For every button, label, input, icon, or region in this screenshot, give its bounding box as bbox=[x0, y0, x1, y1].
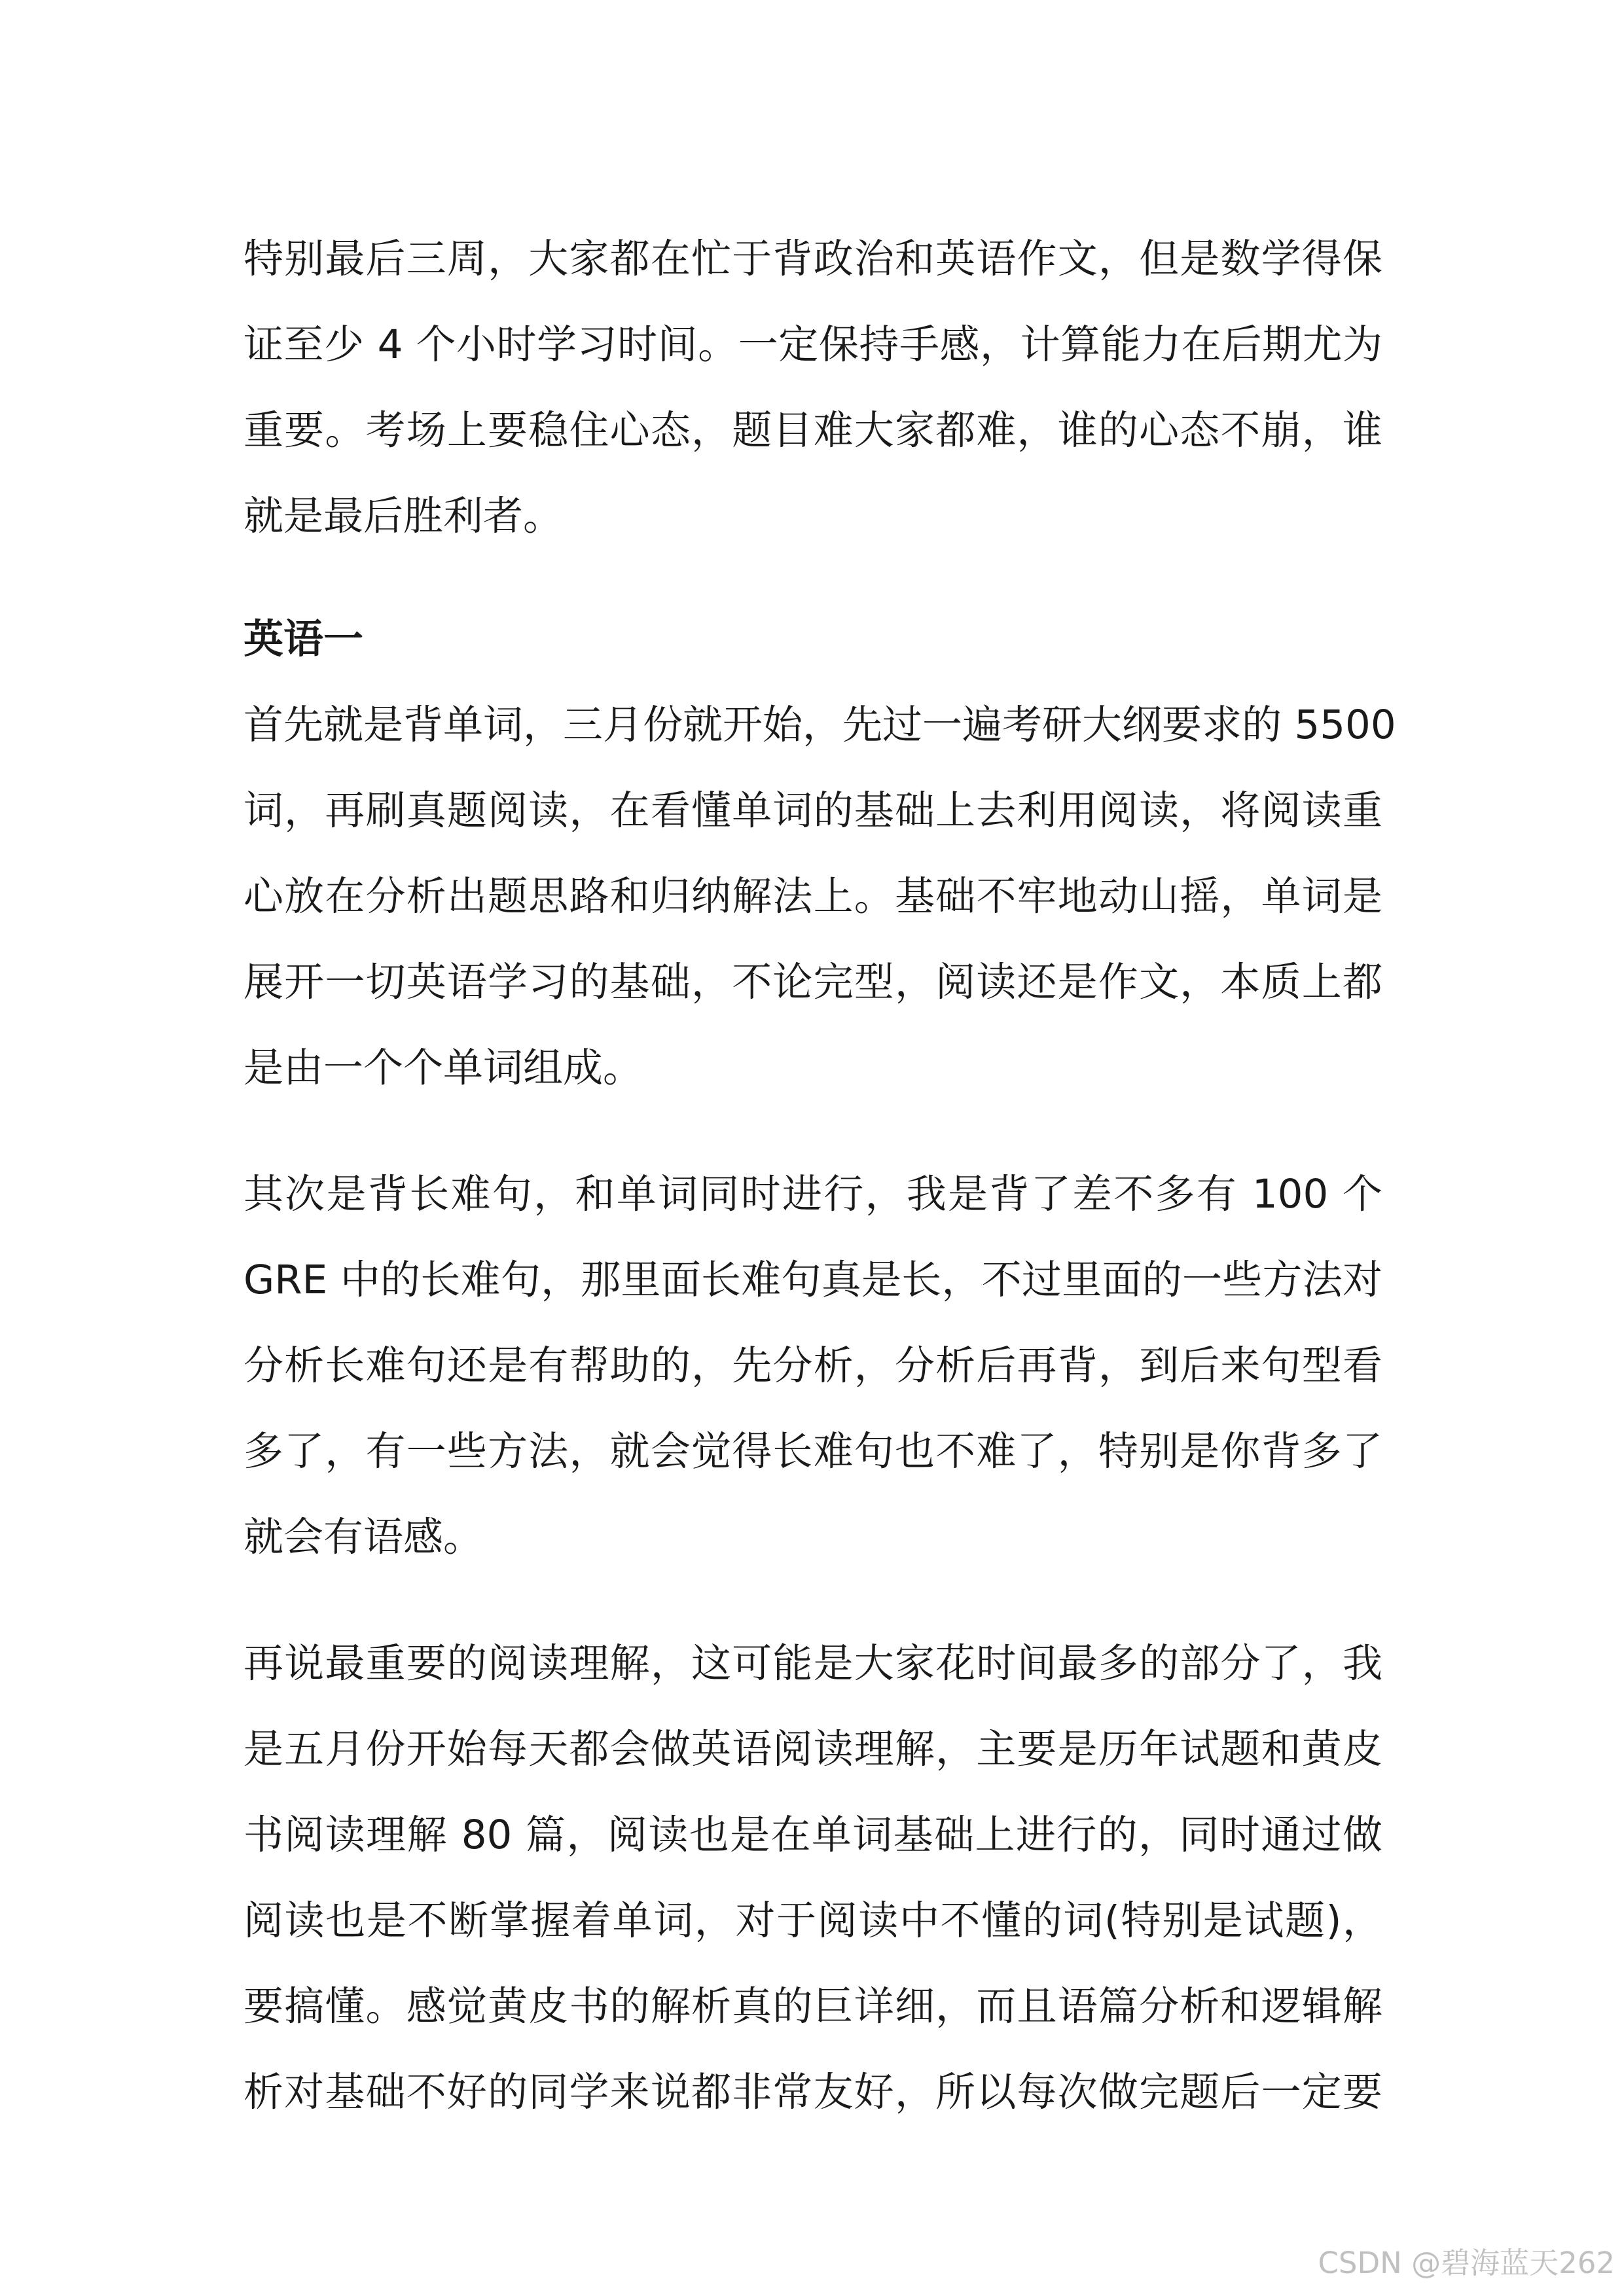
text-line: 再说最重要的阅读理解，这可能是大家花时间最多的部分了，我 bbox=[244, 1640, 1382, 1687]
text-line: GRE 中的长难句，那里面长难句真是长，不过里面的一些方法对 bbox=[244, 1257, 1382, 1303]
text-line: 就是最后胜利者。 bbox=[244, 493, 564, 539]
text-line: 就会有语感。 bbox=[244, 1514, 484, 1560]
paragraph-math-tips bbox=[244, 216, 1382, 559]
text-line: 展开一切英语学习的基础，不论完型，阅读还是作文，本质上都 bbox=[244, 959, 1382, 1005]
text-line: 是由一个个单词组成。 bbox=[244, 1045, 643, 1091]
text-line: 阅读也是不断掌握着单词，对于阅读中不懂的词(特别是试题)， bbox=[244, 1897, 1382, 1944]
section-heading-english: 英语一 bbox=[244, 616, 364, 662]
text-line: 证至少 4 个小时学习时间。一定保持手感，计算能力在后期尤为 bbox=[244, 321, 1382, 368]
text-line: 其次是背长难句，和单词同时进行，我是背了差不多有 100 个 bbox=[244, 1171, 1382, 1217]
paragraph-reading-comprehension bbox=[244, 1621, 1382, 2135]
text-line: 析对基础不好的同学来说都非常友好，所以每次做完题后一定要 bbox=[244, 2069, 1382, 2115]
paragraph-long-sentences bbox=[244, 1151, 1382, 1580]
text-line: 特别最后三周，大家都在忙于背政治和英语作文，但是数学得保 bbox=[244, 236, 1382, 282]
paragraph-vocabulary bbox=[244, 682, 1396, 1111]
text-line: 要搞懂。感觉黄皮书的解析真的巨详细，而且语篇分析和逻辑解 bbox=[244, 1983, 1382, 2030]
text-line: 分析长难句还是有帮助的，先分析，分析后再背，到后来句型看 bbox=[244, 1342, 1382, 1389]
csdn-watermark: CSDN @碧海蓝天262 bbox=[1318, 2246, 1615, 2280]
text-line: 心放在分析出题思路和归纳解法上。基础不牢地动山摇，单词是 bbox=[244, 873, 1382, 920]
text-line: 重要。考场上要稳住心态，题目难大家都难，谁的心态不崩，谁 bbox=[244, 407, 1382, 454]
text-line: 书阅读理解 80 篇，阅读也是在单词基础上进行的，同时通过做 bbox=[244, 1812, 1382, 1858]
text-line: 多了，有一些方法，就会觉得长难句也不难了，特别是你背多了 bbox=[244, 1428, 1382, 1475]
document-body bbox=[244, 216, 1396, 2135]
text-line: 首先就是背单词，三月份就开始，先过一遍考研大纲要求的 5500 bbox=[244, 702, 1396, 748]
text-line: 是五月份开始每天都会做英语阅读理解，主要是历年试题和黄皮 bbox=[244, 1726, 1382, 1772]
text-line: 词，再刷真题阅读，在看懂单词的基础上去利用阅读，将阅读重 bbox=[244, 787, 1382, 834]
